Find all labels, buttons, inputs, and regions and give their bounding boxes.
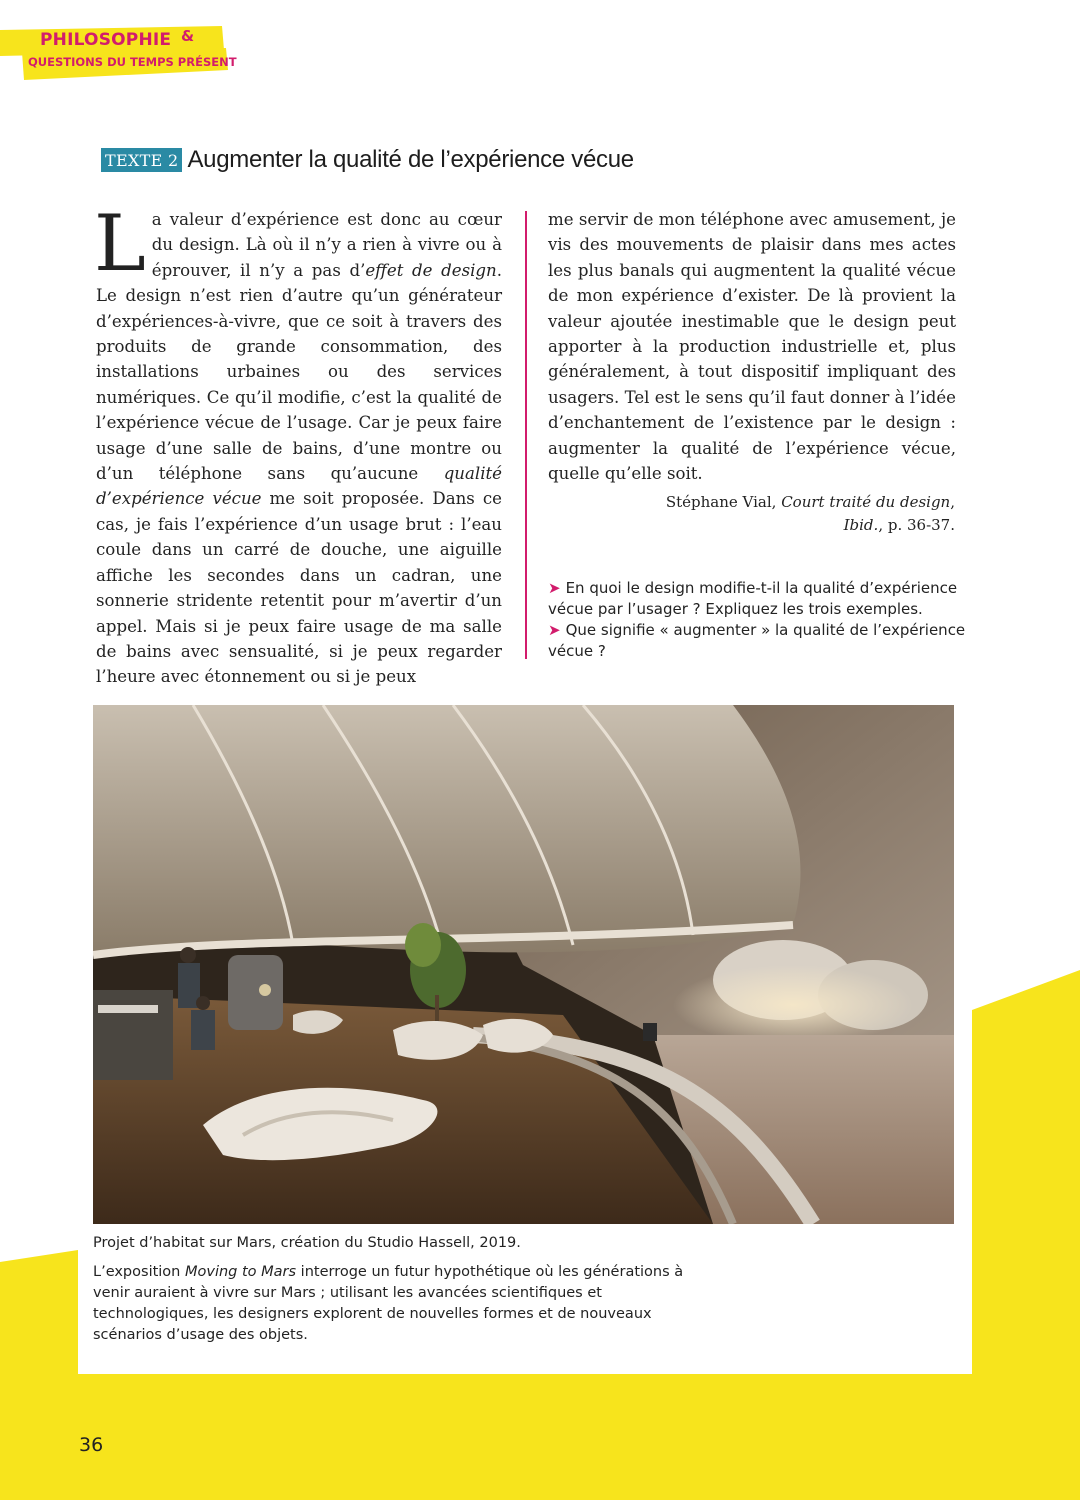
caption-title: Projet d’habitat sur Mars, création du Studio Hassell, 2019. <box>93 1235 521 1251</box>
page-number: 36 <box>79 1434 104 1456</box>
caption-post: interroge un futur hypothétique où les générations à venir auraient à vivre sur Mars ; utilisant les avancées scientifiques et technologiques, les designers explorent de nouvelles formes et de nouveaux scénarios d’usage des objets. <box>93 1264 684 1343</box>
ampersand: & <box>181 27 195 45</box>
text-column-left <box>94 199 502 690</box>
dropcap: L <box>94 199 146 289</box>
caption-exhibition: Moving to Mars <box>184 1264 297 1280</box>
question-item <box>548 578 968 620</box>
text-segment: me soit proposée. Dans ce cas, je fais l’expérience d’un usage brut : l’eau coule dans un carré de douche, une aiguille affiche les secondes dans un cadran, une sonnerie stridente retentit pour m’avertir d’un appel. Mais si je peux faire usage de ma salle de bains avec sensualité, si je peux regarder l’heure avec étonnement ou si je peux <box>96 489 502 687</box>
caption-body <box>93 1262 693 1346</box>
source-ibid: Ibid. <box>843 516 879 534</box>
text-badge: TEXTE 2 <box>101 148 182 172</box>
question-text: En quoi le design modifie-t-il la qualité d’expérience vécue par l’usager ? Expliquez les trois exemples. <box>548 579 958 618</box>
source-work: Court traité du design <box>781 493 951 511</box>
question-item <box>548 620 968 662</box>
text-column-right: me servir de mon téléphone avec amusement, je vis des mouvements de plaisir dans mes actes les plus banals qui augmentent la qualité vécue de mon expérience d’exister. De là provient la valeur ajoutée inestimable que le design peut apporter à la production industrielle et, plus généralement, à tout dispositif impliquant des usagers. Tel est le sens qu’il faut donner à l’idée d’enchantement de l’existence par le design : augmenter la qualité de l’expérience vécue, quelle qu’elle soit. <box>548 210 956 484</box>
arrow-right-icon: ➤ <box>548 621 561 639</box>
questions-block <box>548 578 968 662</box>
text-heading <box>101 146 634 174</box>
article-title: Augmenter la qualité de l’expérience vécue <box>187 146 634 173</box>
section-title: PHILOSOPHIE <box>40 30 172 50</box>
italic-phrase: qualité d’expérience vécue <box>96 464 502 509</box>
text-segment: . Le design n’est rien d’autre qu’un générateur d’expériences-à-vivre, que ce soit à travers des produits de grande consommation, des installations urbaines ou des services numériques. Ce qu’il modifie, c’est la qualité de l’expérience vécue de l’usage. Car je peux faire usage d’une salle de bains, d’une montre ou d’un téléphone sans qu’aucune <box>96 260 502 484</box>
source-pages: , p. 36-37. <box>878 516 955 534</box>
italic-phrase: effet de design <box>365 260 497 280</box>
column-divider <box>525 211 527 659</box>
source-citation <box>548 491 955 537</box>
arrow-right-icon: ➤ <box>548 579 561 597</box>
caption-pre: L’exposition <box>93 1264 185 1280</box>
section-subtitle: QUESTIONS DU TEMPS PRÉSENT <box>28 55 237 69</box>
text-segment: a valeur d’expérience est donc au cœur du design. Là où il n’y a rien à vivre ou à éprouver, il n’y a pas d’ <box>151 210 502 280</box>
photo-caption <box>93 1233 693 1346</box>
header-banner <box>0 0 240 90</box>
source-sep: , <box>950 493 955 511</box>
question-text: Que signifie « augmenter » la qualité de l’expérience vécue ? <box>548 621 966 660</box>
source-author: Stéphane Vial, <box>665 493 782 511</box>
mars-habitat-photo <box>93 705 954 1224</box>
left-column-body <box>94 199 502 687</box>
